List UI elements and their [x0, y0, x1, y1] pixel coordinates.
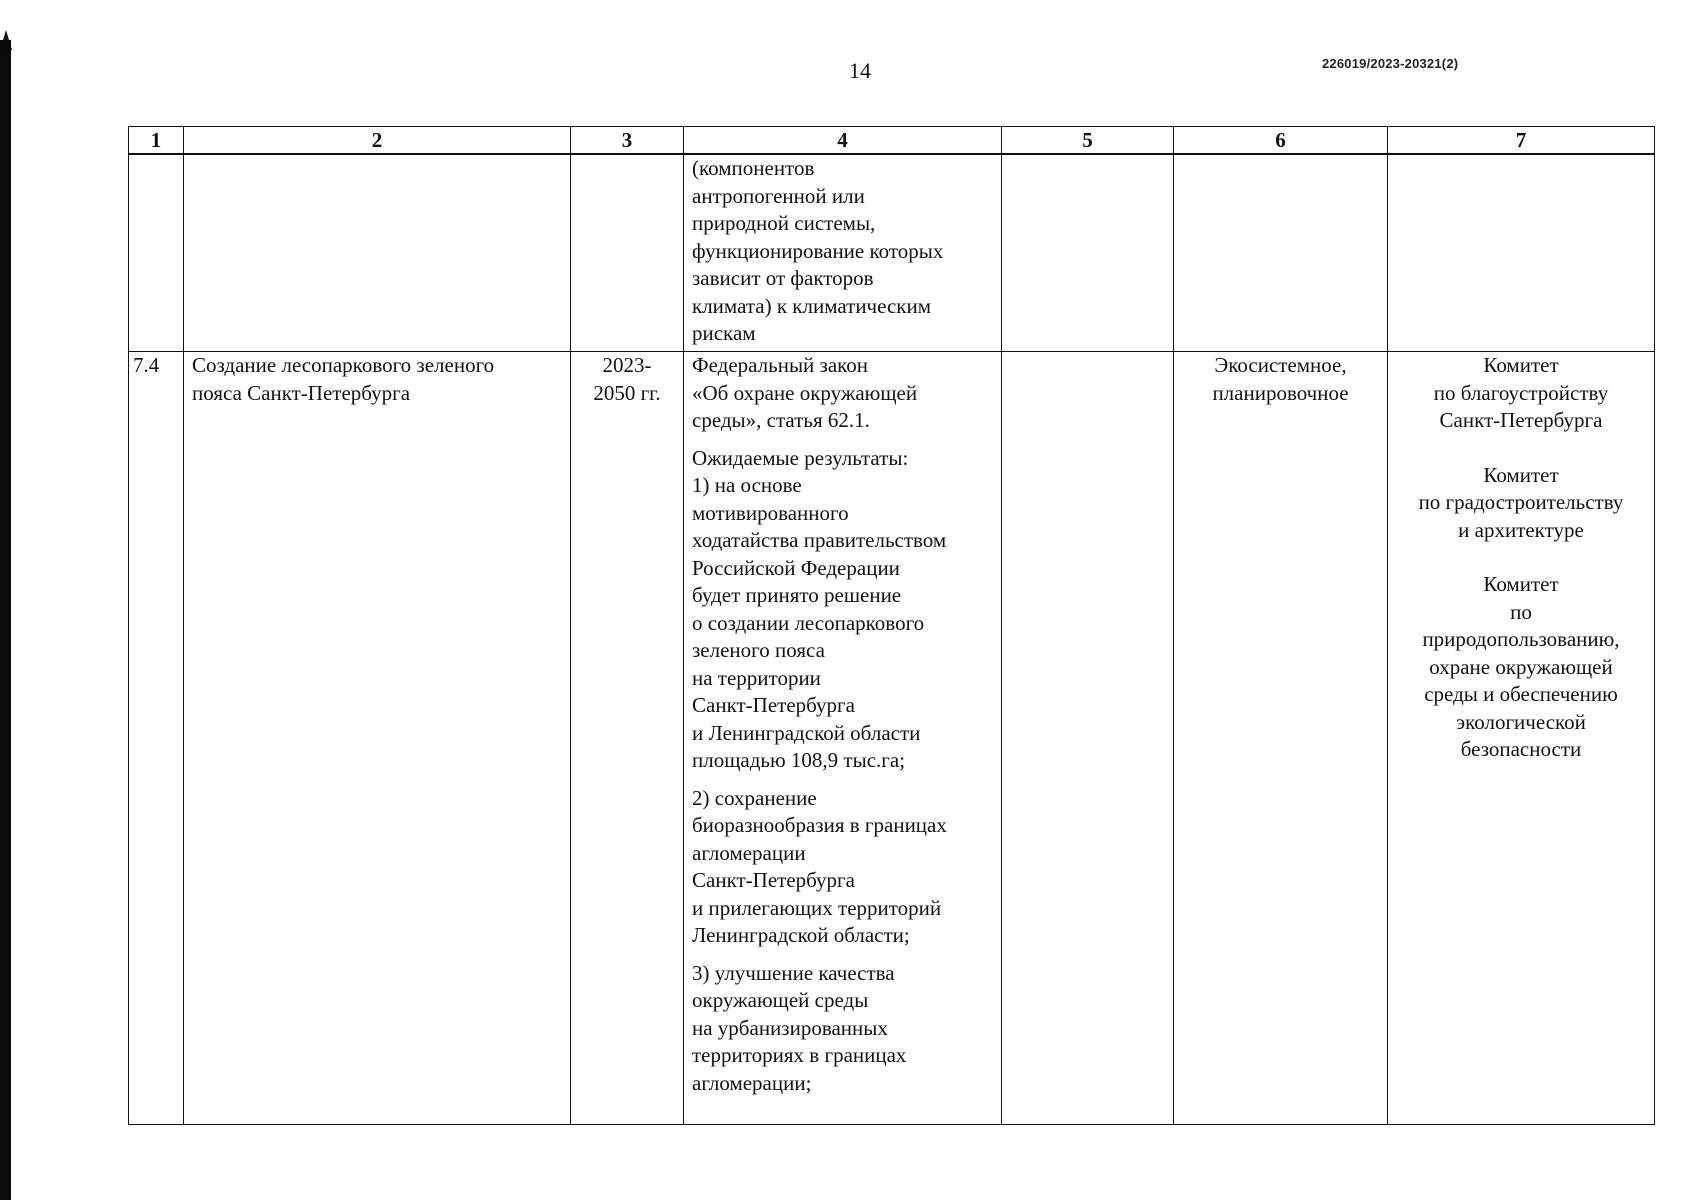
text-line: мотивированного: [692, 500, 849, 525]
text-line: рискам: [692, 321, 756, 345]
text-line: территориях в границах: [692, 1043, 907, 1067]
text-line: на территории: [692, 665, 821, 690]
text-line: планировочное: [1212, 380, 1349, 405]
committee-nature-management: [1396, 571, 1646, 764]
text-line: среды и обеспечению: [1424, 682, 1618, 706]
text-line: и архитектуре: [1458, 517, 1584, 542]
cont-cell-5: [1002, 154, 1174, 352]
text-line: Комитет: [1483, 572, 1559, 596]
expected-result-2: [692, 785, 993, 950]
measures-table: [128, 126, 1655, 1125]
text-line: агломерации: [692, 840, 806, 865]
text-line: 1) на основе: [692, 473, 802, 497]
text-line: биоразнообразия в границах: [692, 813, 947, 837]
law-reference: [692, 352, 993, 435]
measure-title: [184, 352, 571, 1125]
text-line: зеленого пояса: [692, 638, 825, 662]
text-line: охране окружающей: [1429, 654, 1613, 679]
document-code: 226019/2023-20321(2): [1322, 56, 1459, 71]
header-row: [129, 127, 1655, 155]
text-line: ходатайства правительством: [692, 528, 947, 552]
text-line: по благоустройству: [1433, 380, 1609, 405]
text-line: Ленинградской области;: [692, 923, 910, 947]
text-line: будет принято решение: [692, 583, 902, 607]
text-line: 2050 гг.: [593, 380, 661, 405]
legal-basis-and-results: [684, 352, 1002, 1125]
text-line: безопасности: [1460, 737, 1582, 761]
text-line: 3) улучшение качества: [692, 960, 895, 985]
text-line: пояса Санкт-Петербурга: [192, 380, 411, 405]
text-line: экологической: [1456, 709, 1586, 734]
header-col-3: 3: [571, 127, 684, 155]
header-col-1: 1: [129, 127, 184, 155]
text-line: и прилегающих территорий: [692, 895, 942, 920]
table-row-7-4: [129, 352, 1655, 1125]
text-line: среды», статья 62.1.: [692, 408, 870, 432]
text-line: (компонентов: [692, 156, 815, 180]
row-number: 7.4: [129, 352, 184, 1125]
text-line: «Об охране окружающей: [692, 380, 918, 405]
cont-cell-7: [1388, 154, 1655, 352]
text-line: Комитет: [1483, 462, 1559, 487]
cont-cell-3: [571, 154, 684, 352]
continuation-row: [129, 154, 1655, 352]
text-line: по: [1510, 599, 1532, 624]
text-line: Санкт-Петербурга: [692, 693, 855, 717]
text-line: и Ленинградской области: [692, 720, 921, 745]
page-number: 14: [849, 58, 871, 83]
text-line: Комитет: [1483, 353, 1559, 377]
header-col-4: 4: [684, 127, 1002, 155]
text-line: Санкт-Петербурга: [1439, 408, 1603, 432]
text-line: Федеральный закон: [692, 353, 869, 377]
text-line: о создании лесопаркового: [692, 610, 925, 635]
text-line: природной системы,: [692, 211, 876, 235]
text-line: Создание лесопаркового зеленого: [192, 353, 495, 377]
cont-cell-4: [684, 154, 1002, 352]
continued-text: [692, 155, 993, 348]
header-col-2: 2: [184, 127, 571, 155]
text-line: площадью 108,9 тыс.га;: [692, 748, 906, 772]
scan-edge-shadow: [0, 40, 11, 1200]
expected-result-3: [692, 960, 993, 1098]
text-line: Российской Федерации: [692, 555, 900, 580]
text-line: природопользованию,: [1422, 627, 1620, 651]
scan-edge-tip: [0, 30, 12, 50]
text-line: окружающей среды: [692, 988, 869, 1012]
expected-result-1: [692, 445, 993, 775]
implementation-period: [571, 352, 684, 1125]
text-line: Санкт-Петербурга: [692, 868, 855, 892]
header-col-5: 5: [1002, 127, 1174, 155]
col-5-cell: [1002, 352, 1174, 1125]
text-line: агломерации;: [692, 1070, 812, 1095]
text-line: 2) сохранение: [692, 785, 817, 810]
text-line: зависит от факторов: [692, 266, 874, 290]
text-line: антропогенной или: [692, 183, 865, 208]
text-line: Ожидаемые результаты:: [692, 445, 909, 470]
text-line: на урбанизированных: [692, 1015, 888, 1040]
header-col-7: 7: [1388, 127, 1655, 155]
text-line: Экосистемное,: [1214, 353, 1347, 377]
text-line: 2023-: [602, 353, 652, 377]
header-col-6: 6: [1174, 127, 1388, 155]
cont-cell-6: [1174, 154, 1388, 352]
cont-cell-1: [129, 154, 184, 352]
cont-cell-2: [184, 154, 571, 352]
responsible-committees: [1388, 352, 1655, 1125]
text-line: климата) к климатическим: [692, 293, 932, 318]
committee-urban-planning: [1396, 462, 1646, 545]
text-line: по градостроительству: [1418, 490, 1624, 514]
text-line: функционирование которых: [692, 238, 944, 263]
committee-improvement: [1396, 352, 1646, 435]
measure-type: [1174, 352, 1388, 1125]
